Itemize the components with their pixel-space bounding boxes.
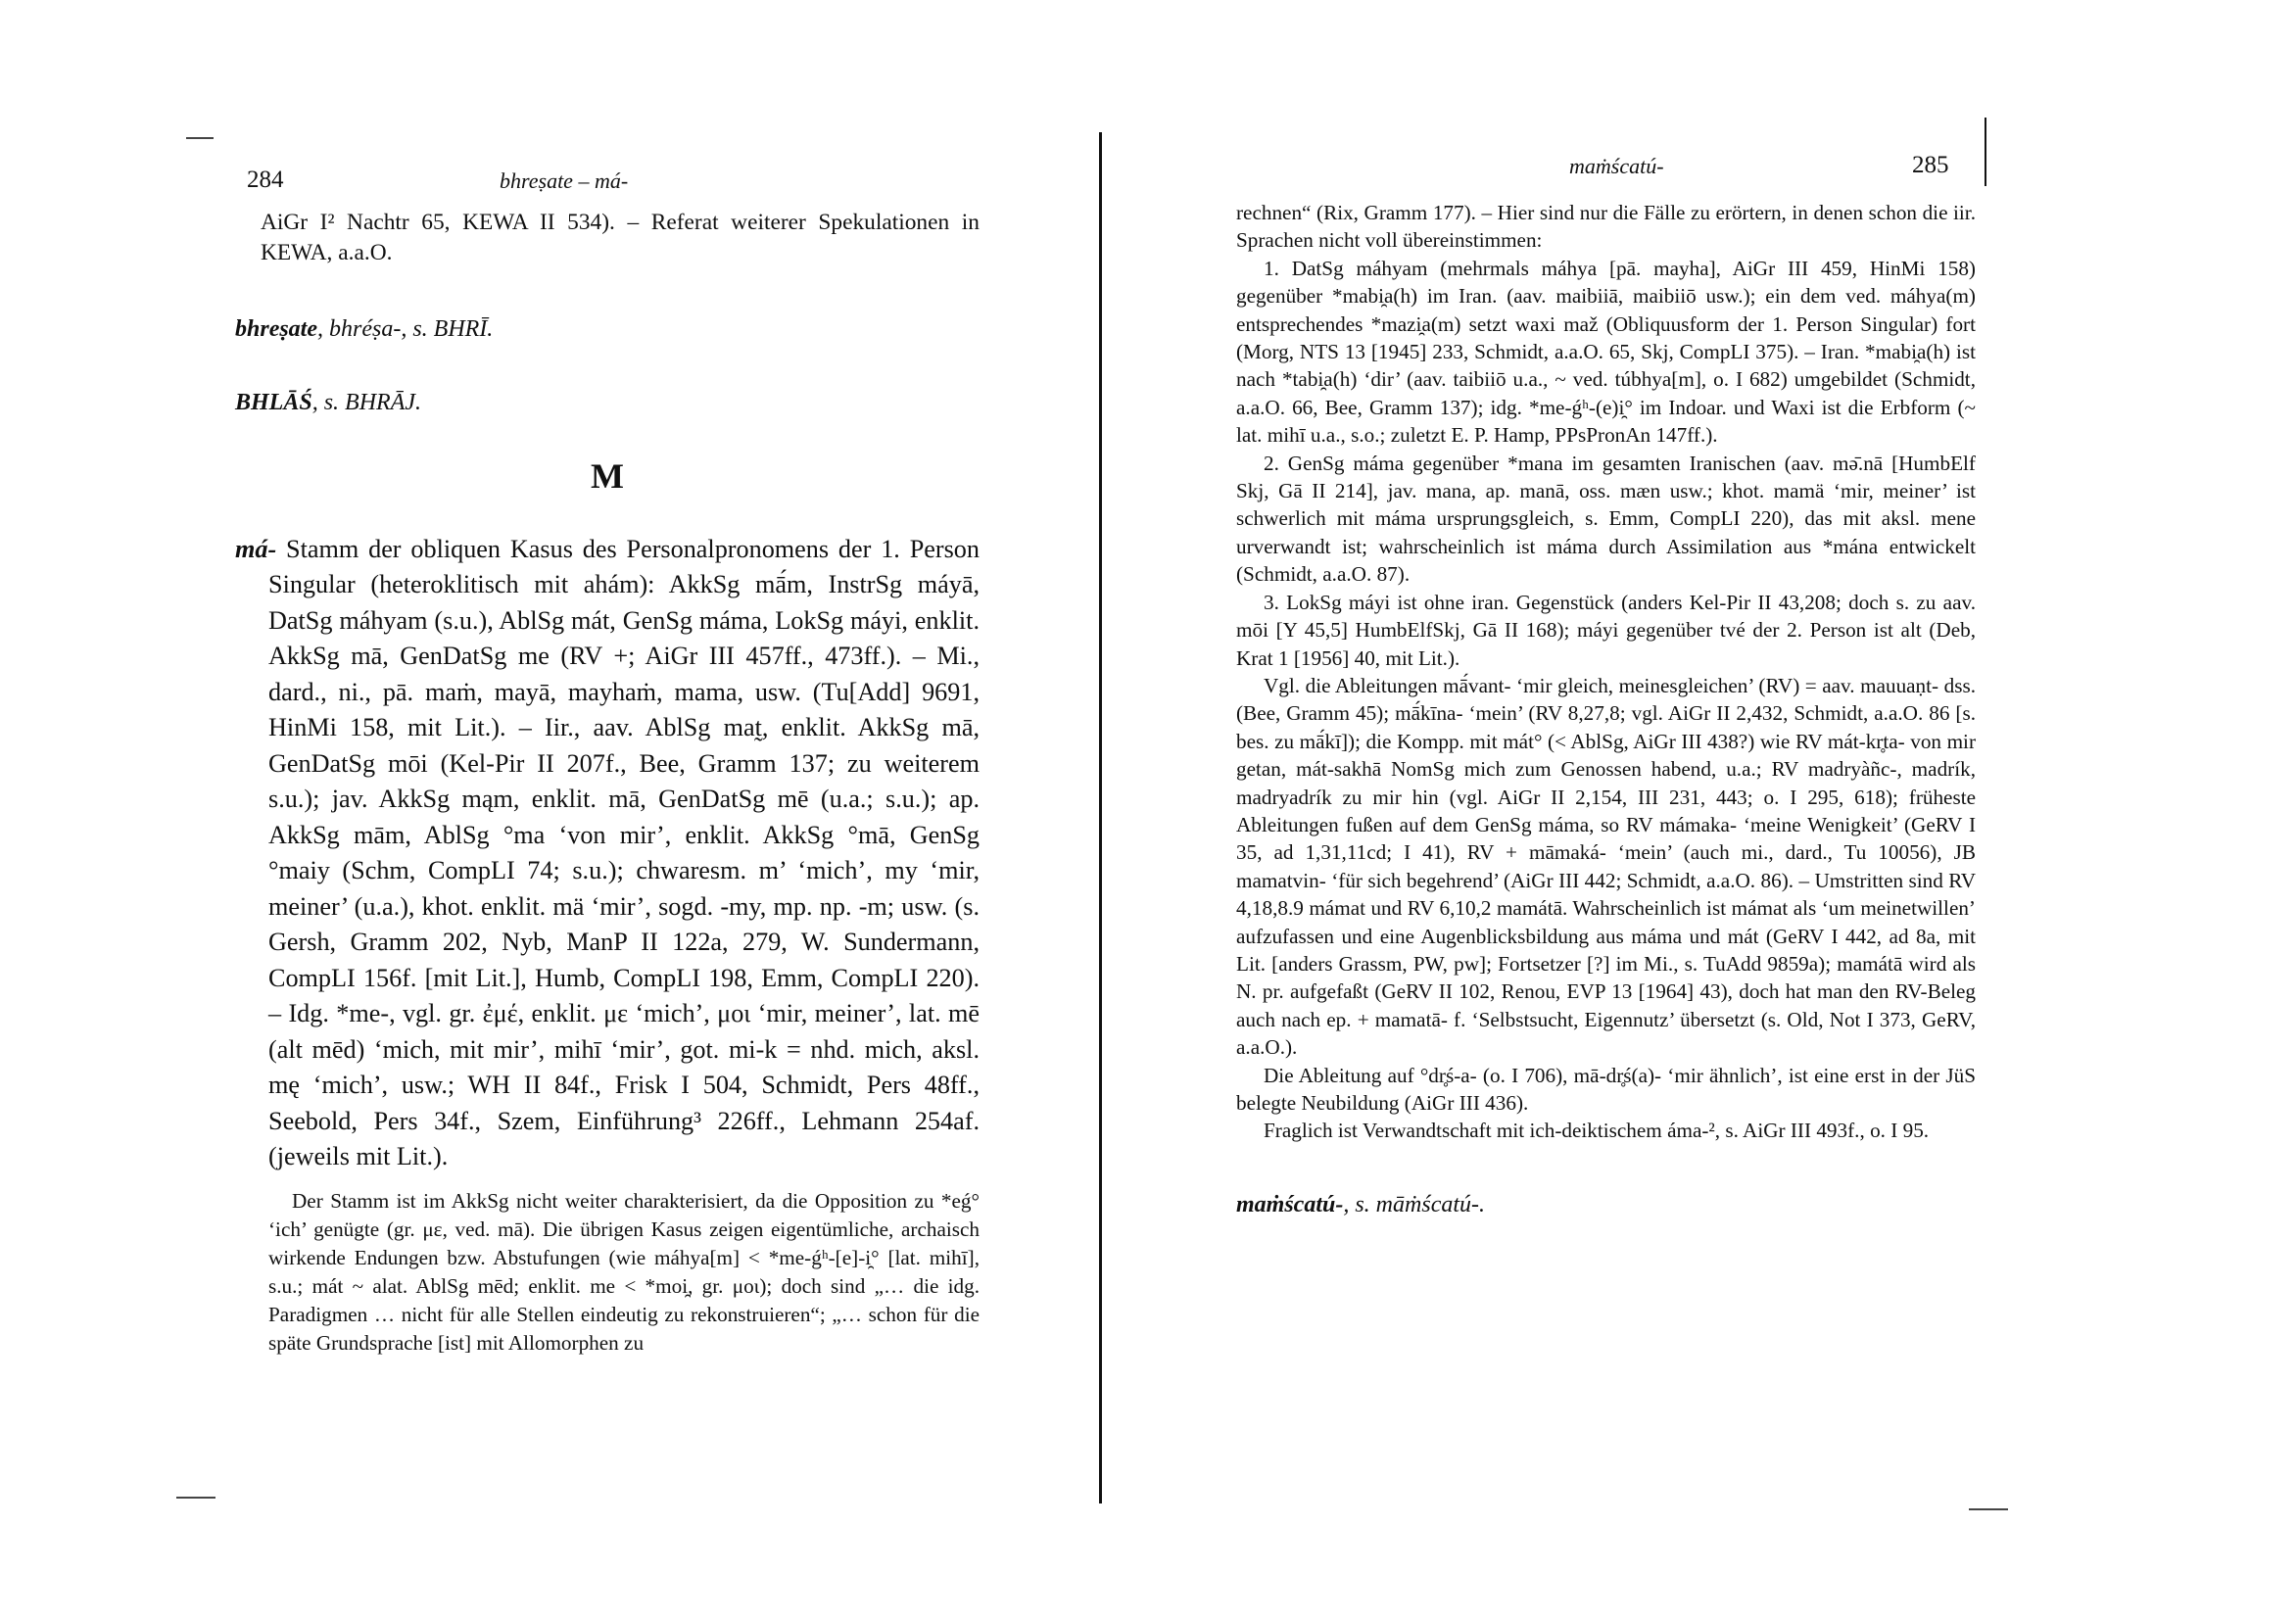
entry-bhlas bbox=[235, 390, 980, 416]
left-page-header bbox=[235, 167, 980, 206]
left-page bbox=[235, 167, 980, 1358]
paragraph-datsg: 1. DatSg máhyam (mehrmals máhya [pā. mayha], AiGr III 459, HinMi 158) gegenüber *mabi̯a(h) im Iran. (aav. maibiiā, maibiiō usw.); ein dem ved. máhya(m) entsprechendes *mazi̯a(m) setzt waxi maž (Obliquusform der 1. Person Singular) fort (Morg, NTS 13 [1945] 233, Schmidt, a.a.O. 65, Skj, CompLI 375). – Iran. *mabi̯a(h) ist nach *tabi̯a(h) ‘dir’ (aav. taibiiō u.a., ~ ved. túbhya[m], o. I 682) umgebildet (Schmidt, a.a.O. 66, Bee, Gramm 137); idg. *me-ǵʰ-(e)i̯° im Indoar. und Waxi ist die Erbform (~ lat. mihī u.a., s.o.; zuletzt E. P. Hamp, PPsPronAn 147ff.). bbox=[1236, 256, 1976, 448]
paragraph-drsa: Die Ableitung auf °dr̥ś-a- (o. I 706), mā-dr̥ś(a)- ‘mir ähnlich’, ist eine erst in der JüS belegte Neubildung (AiGr III 436). bbox=[1236, 1063, 1976, 1115]
paragraph-fraglich: Fraglich ist Verwandtschaft mit ich-deiktischem áma-², s. AiGr III 493f., o. I 95. bbox=[1264, 1119, 1930, 1143]
page-number: 285 bbox=[1912, 152, 1949, 178]
paragraph-ableitungen: Vgl. die Ableitungen mā́vant- ‘mir gleich, meinesgleichen’ (RV) = aav. mauuaṇt- dss. (Bee, Gramm 45); mā́kīna- ‘mein’ (RV 8,27,8; vgl. AiGr II 2,432, Schmidt, a.a.O. 86 [s. bes. zu mā́kī]); die Kompp. mit mát° (< AblSg, AiGr III 438?) wie RV mát-kr̥ta- von mir getan, mát-sakhā NomSg mich zum Genossen habend, u.a.; RV madryàñc-, madrík, madryadrík zu mir hin (vgl. AiGr II 2,154, III 231, 443; o. I 295, 618); früheste Ableitungen fußen auf dem GenSg máma, so RV mámaka- ‘meine Wenigkeit’ (GeRV I 35, ad 1,31,11cd; I 41), RV + māmaká- ‘mein’ (auch mi., dard., Tu 10056), JB mamatvin- ‘für sich begehrend’ (AiGr III 442; Schmidt, a.a.O. 86). – Umstritten sind RV 4,18,8.9 mámat und RV 6,10,2 mamátā. Wahrscheinlich ist mámat als ‘um meinetwillen’ aufzufassen und eine Augenblicksbildung aus máma und mát (GeRV I 442, ad 8a, mit Lit. [anders Grassm, PW, pw]; Fortsetzer [?] im Mi., s. TuAdd 9859a); mamátā wird als N. pr. aufgefaßt (GeRV II 102, Renou, EVP 13 [1964] 43), doch hat man den RV-Beleg auch nach ep. + mamatā- f. ‘Selbstsucht, Eigennutz’ übersetzt (s. Old, Not I 373, GeRV, a.a.O.). bbox=[1236, 673, 1976, 1060]
entry-crossref: , s. BHRĀJ. bbox=[311, 389, 422, 415]
corner-mark-bottom-right bbox=[1969, 1508, 2008, 1510]
corner-mark-bottom-left bbox=[176, 1497, 215, 1499]
corner-mark-top-left bbox=[186, 137, 214, 139]
running-head: maṁścatú- bbox=[1569, 154, 1664, 178]
page-gutter-line bbox=[1099, 132, 1102, 1503]
section-letter: M bbox=[591, 455, 624, 496]
note-paragraph: Der Stamm ist im AkkSg nicht weiter charakterisiert, da die Opposition zu *eǵ° ‘ich’ genügte (gr. με, ved. mā). Die übrigen Kasus zeigen eigentümliche, archaisch wirkende Endungen bzw. Abstufungen (wie máhya[m] < *me-ǵʰ-[e]-i̯° [lat. mihī], s.u.; mát ~ alat. AblSg mēd; enklit. me < *moi̯, gr. μοι); doch sind „… die idg. Paradigmen … nicht für alle Stellen eindeutig zu rekonstruieren“; „… schon für die späte Grundsprache [ist] mit Allomorphen zu bbox=[268, 1188, 980, 1355]
paragraph-loksg: 3. LokSg máyi ist ohne iran. Gegenstück (anders Kel-Pir II 43,208; doch s. zu aav. mōi [Y 45,5] HumbElfSkj, Gā II 168); máyi gegenüber tvé der 2. Person ist alt (Deb, Krat 1 [1956] 40, mit Lit.). bbox=[1236, 590, 1976, 670]
entry-crossref: , bhréṣa-, s. BHRĪ. bbox=[317, 315, 494, 342]
right-page-header bbox=[1236, 152, 1976, 191]
entry-mamscatu bbox=[1236, 1192, 1976, 1218]
entry-headword: maṁścatú- bbox=[1236, 1191, 1344, 1217]
entry-crossref: , s. māṁścatú-. bbox=[1343, 1191, 1485, 1217]
page-number: 284 bbox=[247, 167, 284, 193]
intro-paragraph: AiGr I² Nachtr 65, KEWA II 534). – Referat weiterer Spekulationen in KEWA, a.a.O. bbox=[261, 210, 980, 266]
paragraph-intro: rechnen“ (Rix, Gramm 177). – Hier sind nur die Fälle zu erörtern, in denen schon die iir. Sprachen nicht voll übereinstimmen: bbox=[1236, 201, 1976, 253]
entry-ma bbox=[235, 532, 980, 1175]
right-edge-line bbox=[1985, 118, 1986, 186]
paragraph-gensg: 2. GenSg máma gegenüber *mana im gesamten Iranischen (aav. mə̄.nā [HumbElf Skj, Gā II 214], jav. mana, ap. manā, oss. mæn usw.; khot. mamä ‘mir, meiner’ ist schwerlich mit máma ursprungsgleich, s. Emm, CompLI 220), das mit aksl. mene urverwandt ist; wahrscheinlich ist máma durch Assimilation aus *mána entwickelt (Schmidt, a.a.O. 87). bbox=[1236, 451, 1976, 587]
right-text-block bbox=[1236, 199, 1976, 1145]
entry-headword: BHLĀŚ bbox=[235, 389, 312, 415]
entry-headword: má- bbox=[235, 534, 277, 563]
running-head: bhreṣate – má- bbox=[500, 168, 629, 193]
entry-headword: bhreṣate bbox=[235, 315, 317, 342]
right-page bbox=[1236, 152, 1976, 1218]
entry-bhresate bbox=[235, 316, 980, 343]
entry-body: Stamm der obliquen Kasus des Personalpronomens der 1. Person Singular (heteroklitisch mit ahám): AkkSg mā́m, InstrSg máyā, DatSg máhyam (s.u.), AblSg mát, GenSg máma, LokSg máyi, enklit. AkkSg mā, GenDatSg me (RV +; AiGr III 457ff., 473ff.). – Mi., dard., ni., pā. maṁ, mayā, mayhaṁ, mama, usw. (Tu[Add] 9691, HinMi 158, mit Lit.). – Iir., aav. AblSg mat̰, enklit. AkkSg mā, GenDatSg mōi (Kel-Pir II 207f., Bee, Gramm 137; zu weiterem s.u.); jav. AkkSg mąm, enklit. mā, GenDatSg mē (u.a.; s.u.); ap. AkkSg mām, AblSg °ma ‘von mir’, enklit. AkkSg °mā, GenSg °maiy (Schm, CompLI 74; s.u.); chwaresm. m’ ‘mich’, my ‘mir, meiner’ (u.a.), khot. enklit. mä ‘mir’, sogd. -my, mp. np. -m; usw. (s. Gersh, Gramm 202, Nyb, ManP II 122a, 279, W. Sundermann, CompLI 156f. [mit Lit.], Humb, CompLI 198, Emm, CompLI 220). – Idg. *me-, vgl. gr. ἐμέ, enklit. με ‘mich’, μοι ‘mir, meiner’, lat. mē (alt mēd) ‘mich, mit mir’, mihī ‘mir’, got. mi-k = nhd. mich, aksl. mę ‘mich’, usw.; WH II 84f., Frisk I 504, Schmidt, Pers 48ff., Seebold, Pers 34f., Szem, Einführung³ 226ff., Lehmann 254af. (jeweils mit Lit.). bbox=[268, 534, 980, 1171]
